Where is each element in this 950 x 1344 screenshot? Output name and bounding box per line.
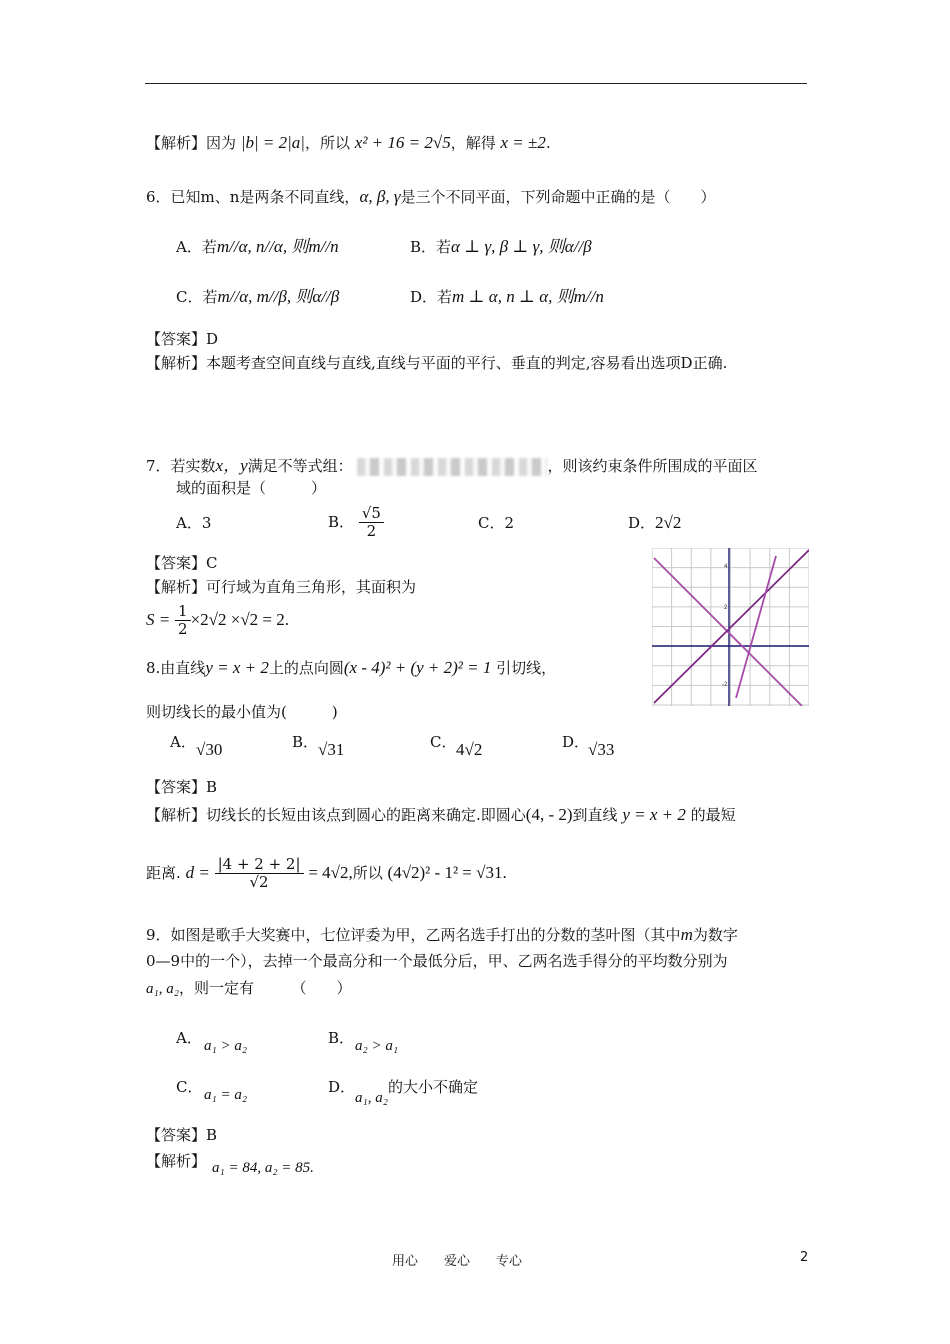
explain-text: 到直线 bbox=[572, 806, 618, 824]
q9-option-c-value: a₁ = a₂ bbox=[204, 1087, 248, 1103]
q9-option-c: C． bbox=[176, 1078, 203, 1096]
option-expr: 2√2 bbox=[655, 513, 682, 532]
q6-option-a bbox=[176, 232, 339, 257]
q9-option-a-value: a₁ > a₂ bbox=[204, 1038, 248, 1054]
option-label: D．若 bbox=[410, 288, 453, 306]
q7-option-d bbox=[628, 512, 681, 533]
option-label: A．若 bbox=[176, 238, 217, 256]
option-label: A． bbox=[170, 733, 196, 751]
option-expr: m//α, m//β, 则α//β bbox=[217, 287, 340, 306]
q7-stem-c: ，则该约束条件所围成的平面区 bbox=[547, 457, 758, 475]
option-suffix: 的大小不确定 bbox=[387, 1078, 478, 1096]
numerator: 1 bbox=[175, 603, 191, 621]
q9-option-d: D． bbox=[328, 1078, 356, 1096]
option-expr: m//α, n//α, 则m//n bbox=[216, 237, 339, 256]
q7-stem bbox=[146, 451, 757, 476]
q8-circle: (x - 4)² + (y + 2)² = 1 bbox=[343, 658, 492, 677]
option-label: B． bbox=[292, 733, 319, 751]
q5-explanation bbox=[146, 132, 551, 153]
option-expr: m ⊥ α, n ⊥ α, 则m//n bbox=[452, 287, 604, 306]
q6-stem-a: 6．已知m、n是两条不同直线， bbox=[146, 188, 360, 206]
q9-explanation-value: a₁ = 84, a₂ = 85. bbox=[212, 1160, 314, 1176]
explain-text: 的最短 bbox=[690, 806, 736, 824]
explain-text: 距离. bbox=[146, 863, 181, 882]
numerator: √5 bbox=[359, 505, 384, 523]
denominator: √2 bbox=[249, 873, 269, 892]
q9-option-b-value: a₂ > a₁ bbox=[355, 1038, 399, 1054]
q8-option-c-value: 4√2 bbox=[456, 740, 483, 759]
option-label: D． bbox=[562, 733, 590, 751]
formula-lhs: S = bbox=[146, 609, 171, 629]
q9-line1 bbox=[146, 924, 738, 945]
q7-stem-line2: 域的面积是（ ） bbox=[176, 479, 327, 497]
q6-option-c bbox=[176, 282, 339, 307]
q6-greek: α, β, γ bbox=[359, 187, 401, 206]
fraction bbox=[359, 505, 384, 541]
tick-label-4: 4 bbox=[724, 564, 728, 570]
fraction bbox=[175, 603, 191, 639]
q7-stem-a: 7．若实数 bbox=[146, 457, 216, 475]
footer-motto: 用心 爱心 专心 bbox=[392, 1254, 523, 1269]
final-result: (4√2)² - 1² = √31. bbox=[387, 862, 507, 882]
formula-lhs: d = bbox=[185, 862, 210, 882]
q9-option-b: B． bbox=[328, 1029, 355, 1047]
q8-answer: 【答案】B bbox=[146, 778, 218, 796]
q5-result: x = ±2 bbox=[500, 133, 546, 152]
q8-explanation bbox=[146, 804, 736, 825]
explain-text: 本题考查空间直线与直线,直线与平面的平行、垂直的判定,容易看出选项D正确. bbox=[206, 354, 728, 372]
q8-distance bbox=[146, 856, 507, 892]
q9-option-a: A． bbox=[176, 1029, 202, 1047]
tick-label-2: 2 bbox=[724, 605, 728, 611]
tick-label-neg2: -2 bbox=[722, 682, 728, 688]
q7-option-c: C．2 bbox=[478, 514, 515, 532]
fraction bbox=[215, 856, 304, 892]
q7-option-a: A．3 bbox=[176, 514, 212, 532]
q6-explanation bbox=[146, 352, 727, 373]
q5-equation: x² + 16 = 2√5 bbox=[354, 133, 451, 152]
q8-stem-a: 8.由直线 bbox=[146, 659, 206, 677]
q8-option-d-value: √33 bbox=[588, 740, 615, 759]
option-label: D． bbox=[628, 514, 656, 532]
q6-stem-b: 是三个不同平面，下列命题中正确的是（ ） bbox=[400, 188, 716, 206]
coordinate-graph bbox=[652, 548, 809, 706]
q8-option-d bbox=[562, 731, 589, 752]
explain-tag: 【解析】 bbox=[146, 806, 207, 824]
q6-answer: 【答案】D bbox=[146, 330, 219, 348]
q6-stem bbox=[146, 186, 716, 207]
inequality-image bbox=[357, 458, 547, 476]
explain-tag: 【解析】 bbox=[146, 134, 207, 152]
q9-line3 bbox=[146, 977, 351, 998]
explain-tag: 【解析】 bbox=[146, 1152, 207, 1170]
q8-option-a-value: √30 bbox=[196, 740, 223, 759]
q6-option-b bbox=[410, 232, 592, 257]
explain-tag: 【解析】 bbox=[146, 578, 207, 596]
q9-text: ，则一定有 （ ） bbox=[178, 979, 352, 997]
denominator: 2 bbox=[178, 620, 188, 639]
q9-text: 9．如图是歌手大奖赛中，七位评委为甲，乙两名选手打出的分数的茎叶图（其中 bbox=[146, 926, 681, 944]
q8-option-b-value: √31 bbox=[318, 740, 345, 759]
denominator: 2 bbox=[366, 522, 377, 541]
q7-area-formula bbox=[146, 603, 289, 639]
explain-text: 所以 bbox=[352, 863, 383, 882]
q9-line2: 0—9中的一个），去掉一个最高分和一个最低分后，甲、乙两名选手得分的平均数分别为 bbox=[146, 952, 728, 970]
option-expr: α ⊥ γ, β ⊥ γ, 则α//β bbox=[451, 237, 592, 256]
q7-answer: 【答案】C bbox=[146, 554, 218, 572]
q7-option-b bbox=[328, 505, 384, 541]
q7-stem-b: 满足不等式组： bbox=[247, 457, 353, 475]
explain-tag: 【解析】 bbox=[146, 354, 207, 372]
explain-text: ，所以 bbox=[304, 134, 350, 152]
option-expr: a₁, a₂ bbox=[355, 1090, 388, 1106]
q9-option-d-value bbox=[355, 1076, 478, 1106]
q5-condition: |b| = 2|a| bbox=[240, 133, 305, 152]
numerator: |4 + 2 + 2| bbox=[215, 856, 304, 874]
q9-m: m bbox=[680, 925, 693, 944]
q8-stem bbox=[146, 657, 556, 678]
q8-stem-line2: 则切线长的最小值为( ) bbox=[146, 703, 338, 721]
option-label: B．若 bbox=[410, 238, 452, 256]
q6-option-d bbox=[410, 282, 604, 307]
q7-vars: x，y bbox=[215, 456, 248, 475]
option-label: B． bbox=[328, 512, 355, 531]
q8-option-c bbox=[430, 731, 456, 752]
page-number: 2 bbox=[800, 1250, 809, 1265]
q9-text: 为数字 bbox=[692, 926, 738, 944]
q9-explanation bbox=[146, 1150, 206, 1171]
option-label: C． bbox=[430, 733, 457, 751]
circle-center: (4, - 2) bbox=[525, 805, 573, 824]
q8-stem-b: 上的点向圆 bbox=[268, 659, 344, 677]
q8-option-b bbox=[292, 731, 318, 752]
period: . bbox=[545, 134, 551, 152]
q8-line: y = x + 2 bbox=[622, 805, 686, 824]
explain-text: 切线长的长短由该点到圆心的距离来确定.即圆心 bbox=[206, 806, 526, 824]
q8-line: y = x + 2 bbox=[205, 658, 269, 677]
explain-text: 因为 bbox=[206, 134, 237, 152]
q8-option-a bbox=[170, 731, 196, 752]
explain-text: 可行域为直角三角形，其面积为 bbox=[206, 578, 417, 596]
explain-text: ，解得 bbox=[450, 134, 496, 152]
option-label: C．若 bbox=[176, 288, 218, 306]
formula-rest: = 4√2, bbox=[308, 862, 353, 882]
q9-answer: 【答案】B bbox=[146, 1126, 218, 1144]
q7-explanation bbox=[146, 576, 416, 597]
q8-stem-c: 引切线， bbox=[496, 659, 557, 677]
formula-rest: ×2√2 ×√2 = 2. bbox=[190, 609, 289, 629]
q9-vars: a₁, a₂ bbox=[146, 981, 179, 997]
header-rule bbox=[145, 83, 807, 84]
